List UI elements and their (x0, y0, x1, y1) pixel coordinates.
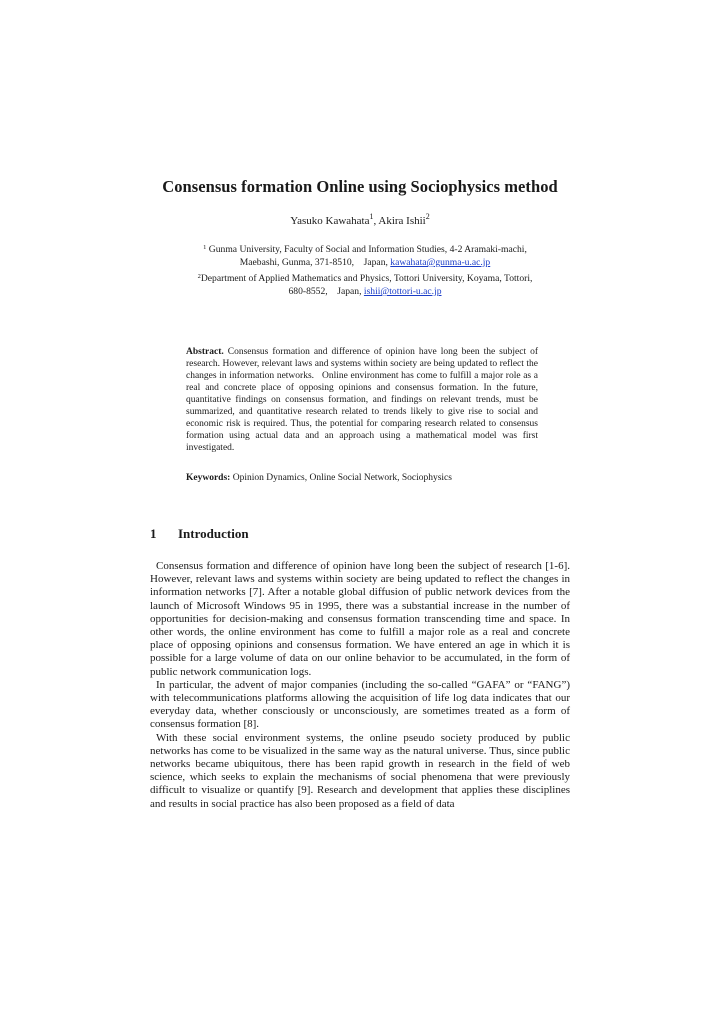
body-paragraph: Consensus formation and difference of opinion have long been the subject of research [1-6]. However, relevant laws and systems within society are being updated to reflect the changes in information networks [7]. After a notable global diffusion of public network devices from the launch of Microsoft Windows 95 in 1995, there was a substantial increase in the number of opportunities for decision-making and consensus formation transcending time and space. In other words, the online environment has come to fulfill a major role as a real and concrete place of opposing opinions and consensus formation. We have entered an age in which it is possible for a large volume of data on our online behavior to be accumulated, in the form of public network communication logs. (150, 560, 570, 678)
keywords-label: Keywords: (186, 473, 231, 483)
author-name: Akira Ishii (378, 215, 426, 227)
abstract (186, 346, 538, 454)
author-line (0, 212, 720, 227)
paper-title: Consensus formation Online using Sociophysics method (162, 177, 558, 196)
affiliation-mark: 2 (197, 273, 201, 280)
abstract-text: Consensus formation and difference of opinion have long been the subject of research. However, relevant laws and systems within society are being updated to reflect the changes in information networks. Online environment has come to fulfill a major role as a real and concrete place of opposing opinions and consensus formation. In the future, quantitative findings on consensus formation, and findings on relevant trends, must be summarized, and quantitative research related to trends likely to give rise to social and economic risk is required. Thus, the potential for comparing research related to consensus formation using actual data and an approach using a mathematical model was first investigated. (186, 347, 538, 453)
author-affiliation-mark: 2 (425, 212, 430, 221)
author-name: Yasuko Kawahata (290, 215, 370, 227)
section-heading (150, 526, 249, 542)
affiliation-text: Department of Applied Mathematics and Physics, Tottori University, Koyama, Tottori, (200, 273, 533, 284)
body-paragraph: With these social environment systems, the online pseudo society produced by public networks has come to be visualized in the same way as the natural universe. Thus, since public networks became ubiquitous, there has been rapid growth in research in the field of web science, which seeks to explain the mechanisms of social phenomena that were previously difficult to visualize or quantify [9]. Research and development that applies these disciplines and results in social practice has also been proposed as a field of data (150, 731, 570, 810)
affiliation-text: Maebashi, Gunma, 371-8510, Japan, (239, 257, 391, 268)
affiliation-line (165, 272, 565, 285)
affiliation-2 (165, 272, 565, 298)
author-separator: , (373, 215, 379, 227)
section-title: Introduction (178, 526, 249, 541)
affiliation-text: 680-8552, Japan, (288, 286, 364, 297)
keywords (186, 473, 546, 483)
body-paragraph: In particular, the advent of major companies (including the so-called “GAFA” or “FANG”) with telecommunications platforms allowing the acquisition of life log data indicates that our everyday data, whether consciously or unconsciously, are sometimes treated as a form of consensus formation [8]. (150, 678, 570, 731)
affiliation-line (165, 256, 565, 269)
author-affiliation-mark: 1 (369, 212, 374, 221)
affiliation-mark: 1 (203, 244, 207, 251)
affiliation-text: Gunma University, Faculty of Social and Information Studies, 4-2 Aramaki-machi, (206, 244, 527, 255)
abstract-label: Abstract. (186, 347, 224, 357)
section-number: 1 (150, 526, 157, 541)
affiliation-line (165, 285, 565, 298)
section-body (150, 560, 570, 811)
affiliation-1 (165, 243, 565, 269)
keywords-text: Opinion Dynamics, Online Social Network, Sociophysics (230, 473, 452, 483)
affiliation-line (165, 243, 565, 256)
email-link[interactable]: ishii@tottori-u.ac.jp (363, 286, 442, 297)
email-link[interactable]: kawahata@gunma-u.ac.jp (390, 257, 491, 268)
